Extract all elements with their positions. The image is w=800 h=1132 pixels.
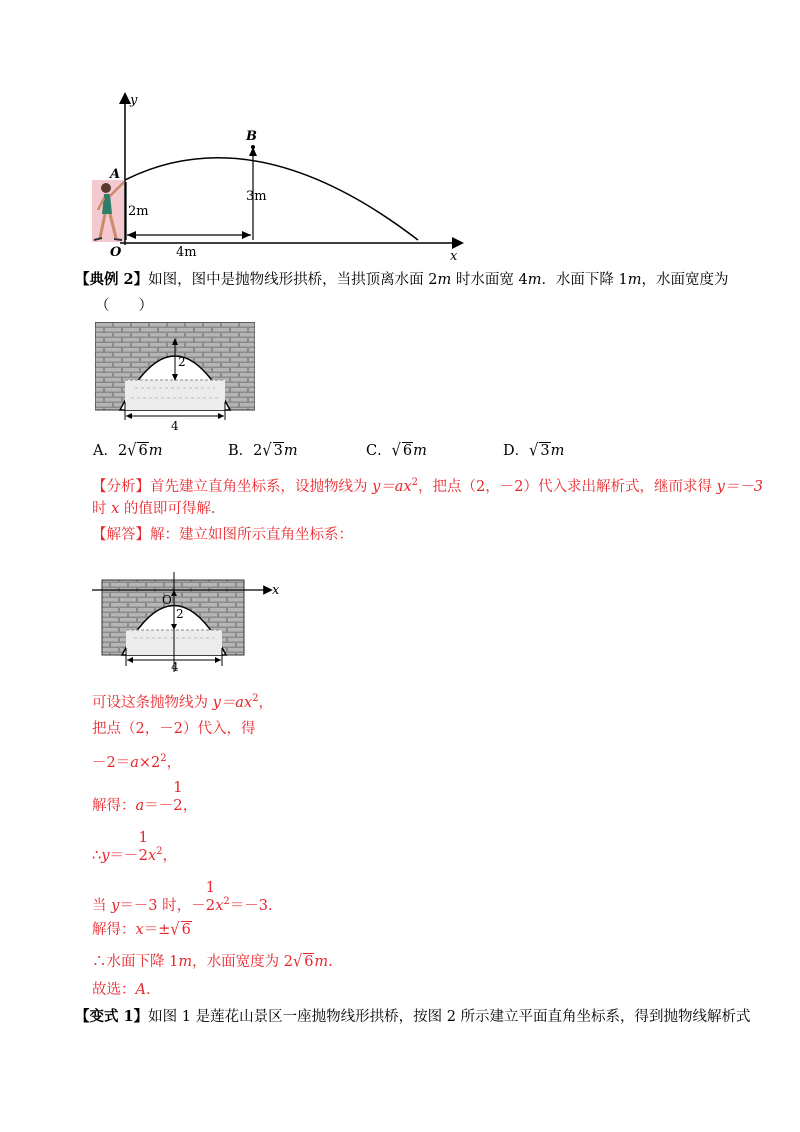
option-b[interactable]: B．2√ 3m [228,441,298,461]
solution-step-3: $-2=a\times 2^2$， [92,753,182,771]
trajectory-figure [80,90,470,260]
analysis-line-1: 【分析】首先建立直角坐标系，设抛物线为 $y=ax^2$，把点（2，－2）代入求出解析式，继而求得 y＝－3 [92,477,763,495]
answer-blank: （ ） [95,298,153,314]
option-d[interactable]: D．√ 3m [503,441,565,461]
thrower-person-icon [92,180,124,242]
variant1-label: 【变式 1】 [75,1008,149,1025]
height-a-label: 2m [128,204,149,219]
solution-step-9: 故选：A. [92,982,151,998]
solution-step-8: ∴水面下降 1m，水面宽度为 2√ 6m. [92,952,333,972]
example2-question: 【典例 2】如图，图中是抛物线形拱桥，当拱顶离水面 2m 时水面宽 4m．水面下降 1m，水面宽度为 [75,271,729,288]
solution-step-7: 解得：x＝±√ 6 [92,920,191,940]
arch-width-label: 4 [171,419,179,433]
trajectory-curve [125,158,418,240]
option-c[interactable]: C．√ 6m [366,441,427,461]
coord-height-label: 2 [176,607,184,621]
height-b-label: 3m [246,189,267,204]
point-a-label: A [110,167,121,182]
coord-origin-label: O [162,593,172,607]
option-a[interactable]: A．2√ 6m [93,441,163,461]
solution-step-4: 解得：a＝－ 1 2 ， [92,778,198,814]
arch-bridge-figure [95,322,255,434]
solution-header: 【解答】解：建立如图所示直角坐标系： [92,527,353,543]
origin-label: O [110,245,122,260]
solution-step-1: 可设这条抛物线为 $y=ax^2$， [92,693,273,711]
solution-label: 【解答】 [92,527,150,543]
axis-y-label: y [130,93,138,108]
analysis-label: 【分析】 [92,478,150,495]
coord-x-label: x [272,583,280,598]
arch-height-label: 2 [178,355,186,369]
solution-step-5: ∴y＝－ 1 2 $x^2$， [92,828,178,864]
variant1-question: 【变式 1】如图 1 是莲花山景区一座抛物线形拱桥，按图 2 所示建立平面直角坐标系，得到抛物线解析式 [75,1008,751,1025]
analysis-line-2: 时 x 的值即可得解. [92,501,216,517]
solution-step-6: 当 y＝－3 时，－ 1 2 $x^2=-3$. [92,878,273,914]
axis-x-label: x [450,249,458,260]
coord-width-label: 4 [171,660,179,672]
example2-label: 【典例 2】 [75,271,149,288]
arch-coordinate-figure [92,572,282,672]
distance-label: 4m [176,245,197,260]
solution-step-2: 把点（2，－2）代入，得 [92,721,256,737]
point-b-label: B [246,129,257,144]
